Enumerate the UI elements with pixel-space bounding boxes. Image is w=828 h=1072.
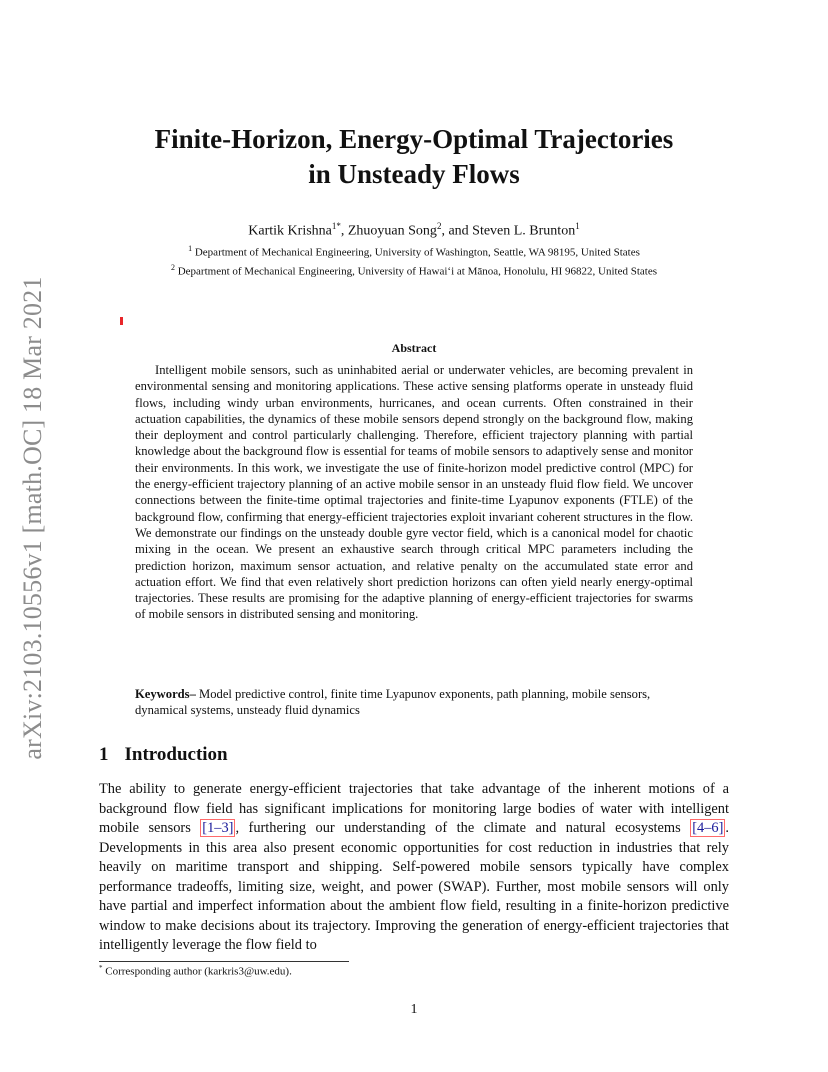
- footnote: [99, 964, 292, 978]
- affiliation-mark: 1: [188, 244, 193, 253]
- author-name: Zhuoyuan Song: [347, 223, 437, 239]
- keywords-paragraph: [135, 686, 693, 719]
- author-affiliation-mark: 1*: [331, 221, 341, 231]
- affiliation-text: Department of Mechanical Engineering, University of Washington, Seattle, WA 98195, United States: [194, 246, 640, 259]
- page-number: 1: [410, 1002, 418, 1017]
- author-affiliation-mark: 1: [575, 221, 580, 231]
- arxiv-identifier-stamp: [20, 258, 46, 778]
- paper-title: [100, 122, 728, 192]
- title-line: in Unsteady Flows: [308, 159, 520, 189]
- title-line: Finite-Horizon, Energy-Optimal Trajectories: [154, 124, 674, 154]
- affiliation-mark: 2: [170, 263, 175, 272]
- section-heading: [99, 744, 228, 766]
- footnote-mark: *: [99, 964, 103, 972]
- abstract-text: Intelligent mobile sensors, such as uninhabited aerial or underwater vehicles, are becoming prevalent in environmental sensing and monitoring applications. These active sensing platforms operate in unsteady fluid flows, including windy urban environments, hurricanes, and ocean currents. Often constrained in their actuation capabilities, the dynamics of these mobile sensors depend strongly on the background flow, making their deployment and control particularly challenging. Therefore, efficient trajectory planning with partial knowledge about the background flow is essential for teams of mobile sensors to adaptively sense and monitor their environments. In this work, we investigate the use of finite-horizon model predictive control (MPC) for the energy-efficient trajectory planning of an active mobile sensor in an unsteady fluid flow field. We uncover connections between the finite-time optimal trajectories and finite-time Lyapunov exponents (FTLE) of the background flow, confirming that energy-efficient trajectories exploit invariant coherent structures in the flow. We demonstrate our findings on the unsteady double gyre vector field, which is a canonical model for chaotic mixing in the ocean. We present an exhaustive search through critical MPC parameters including the prediction horizon, maximum sensor actuation, and relative penalty on the accumulated state error and actuation effort. We find that even relatively short prediction horizons can often yield nearly energy-optimal trajectories. These results are promising for the adaptive planning of energy-efficient trajectories for swarms of mobile sensors in distributed sensing and monitoring.: [135, 363, 693, 622]
- author-name: Kartik Krishna: [248, 223, 332, 239]
- affiliation-text: Department of Mechanical Engineering, University of Hawai‘i at Mānoa, Honolulu, HI 96822, United States: [177, 265, 658, 278]
- body-text: The ability to generate energy-efficient trajectories that take advantage of the inherent motions of a background flow field has significant implications for monitoring large bodies of water with intelligent mobile sensors: [99, 781, 729, 836]
- author-separator: ,: [340, 223, 348, 239]
- body-text: , furthering our understanding of the climate and natural ecosystems: [235, 820, 691, 836]
- footnote-text: Corresponding author (karkris3@uw.edu).: [102, 965, 292, 978]
- section-number: 1: [99, 744, 109, 765]
- abstract-heading: Abstract: [391, 341, 437, 355]
- author-separator: , and: [441, 223, 473, 239]
- section-title: Introduction: [124, 744, 228, 765]
- keywords-text: Model predictive control, finite time Lyapunov exponents, path planning, mobile sensors, dynamical systems, unsteady fluid dynamics: [135, 687, 651, 718]
- body-text: . Developments in this area also present economic opportunities for cost reduction in industries that rely heavily on maritime transport and shipping. Self-powered mobile sensors typically have complex performance tradeoffs, limiting size, weight, and power (SWAP). Further, most mobile sensors will only have partial and imperfect information about the ambient flow field, resulting in a finite-horizon predictive window to make decisions about its trajectory. Improving the generation of energy-efficient trajectories that intelligently leverage the flow field to: [99, 820, 729, 953]
- footnote-divider: [99, 961, 349, 962]
- arxiv-identifier-text: arXiv:2103.10556v1 [math.OC] 18 Mar 2021: [18, 276, 47, 760]
- affiliation-line: [90, 263, 738, 278]
- author-name: Steven L. Brunton: [472, 223, 576, 239]
- citation-link[interactable]: [1–3]: [202, 820, 234, 836]
- keywords-label: Keywords–: [135, 687, 196, 701]
- author-list: [100, 221, 728, 240]
- citation-link[interactable]: [4–6]: [692, 820, 724, 836]
- margin-marker: [120, 317, 123, 325]
- introduction-paragraph: [99, 780, 729, 956]
- author-affiliation-mark: 2: [436, 221, 442, 231]
- affiliation-line: [90, 244, 738, 259]
